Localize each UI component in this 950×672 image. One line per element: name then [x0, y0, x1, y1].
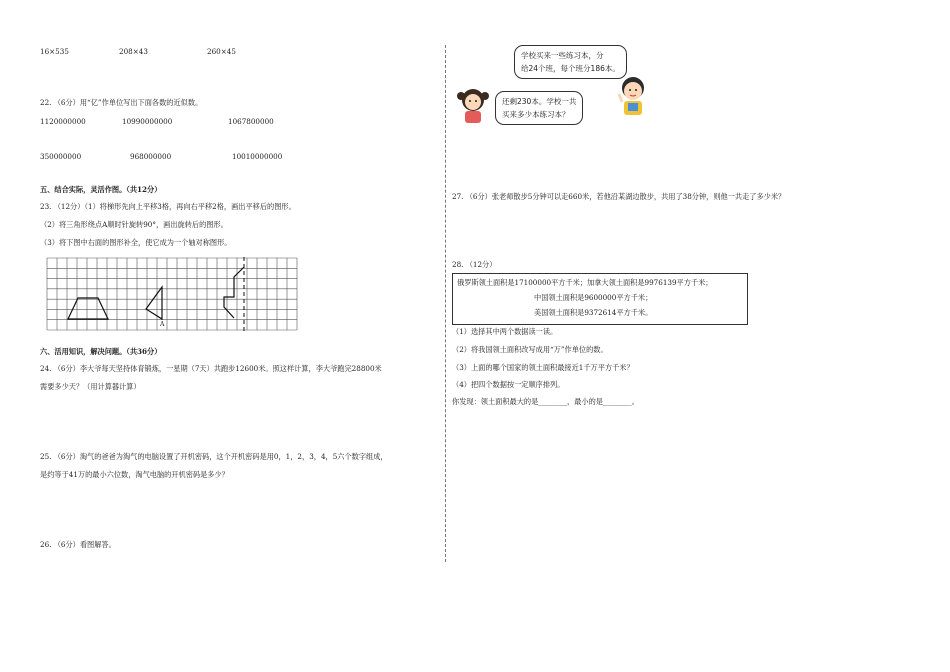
q25-line1: 25. （6分）淘气的爸爸为淘气的电脑设置了开机密码，这个开机密码是用0，1，2，3，4，5六个数字组成，	[40, 452, 388, 461]
girl-speech-bubble	[495, 91, 583, 125]
bubble-line: 买来多少本练习本？	[502, 110, 570, 119]
q22-title: 22. （6分）用“亿”作单位写出下面各数的近似数。	[40, 98, 203, 107]
q27-text: 27. （6分）张老师散步5分钟可以走660米，若他沿某湖边散步，共用了38分钟，则他一共走了多少米？	[452, 192, 786, 201]
q24-line2: 需要多少天？（用计算器计算）	[40, 382, 141, 391]
q28-sub3: （3）上面的哪个国家的领土面积最接近1千万平方千米？	[452, 363, 634, 372]
q28-box-line1: 俄罗斯领土面积是17100000平方千米；加拿大领土面积是9976139平方千米；	[457, 278, 713, 287]
q22-num: 1120000000	[40, 117, 86, 126]
drawing-grid	[46, 257, 298, 331]
girl-illustration	[455, 84, 495, 126]
boy-illustration	[616, 74, 650, 122]
q22-num: 1067800000	[228, 117, 274, 126]
q23-line2: （2）将三角形绕点A顺时针旋转90°，画出旋转后的图形。	[40, 220, 228, 229]
q22-num: 10010000000	[232, 152, 283, 161]
boy-speech-bubble	[514, 45, 627, 79]
q25-line2: 是约等于41万的最小六位数，淘气电脑的开机密码是多少？	[40, 470, 229, 479]
section-5-heading: 五、结合实际，灵活作图。（共12分）	[40, 185, 162, 194]
mult-3: 260×45	[207, 47, 236, 56]
q28-box-line2: 中国领土面积是9600000平方千米；	[534, 293, 653, 302]
column-divider	[445, 45, 447, 562]
q22-num: 10990000000	[122, 117, 173, 126]
mult-2: 208×43	[119, 47, 148, 56]
bubble-line: 给24个班，每个班分186本。	[521, 64, 620, 73]
q28-box-line3: 美国领土面积是9372614平方千米。	[534, 308, 653, 317]
q28-sub1: （1）选择其中两个数据读一读。	[452, 327, 558, 336]
q28-sub2: （2）将我国领土面积改写成用“万”作单位的数。	[452, 345, 608, 354]
point-a-label: A	[160, 321, 165, 328]
trapezoid-shape	[68, 298, 108, 319]
q28-sub4: （4）把四个数据按一定顺序排列。	[452, 380, 565, 389]
q22-num: 968000000	[130, 152, 172, 161]
q28-finding: 你发现：领土面积最大的是________，最小的是________。	[452, 397, 639, 406]
q23-line1: 23. （12分）（1）将梯形先向上平移3格，再向右平移2格，画出平移后的图形。	[40, 202, 296, 211]
section-6-heading: 六、活用知识，解决问题。（共36分）	[40, 347, 162, 356]
q24-line1: 24. （6分）李大爷每天坚持体育锻炼，一星期（7天）共跑步12600米。照这样计算，李大爷跑完28800米	[40, 364, 382, 373]
q28-title: 28. （12分）	[452, 260, 497, 269]
mult-1: 16×535	[40, 47, 69, 56]
bubble-line: 学校买来一些练习本，分	[521, 51, 604, 60]
q26-title: 26. （6分）看图解答。	[40, 540, 116, 549]
q22-num: 350000000	[40, 152, 82, 161]
q23-line3: （3）将下图中右面的图形补全，使它成为一个轴对称图形。	[40, 238, 232, 247]
bubble-line: 还剩230本。学校一共	[502, 97, 577, 106]
triangle-shape	[146, 287, 162, 319]
